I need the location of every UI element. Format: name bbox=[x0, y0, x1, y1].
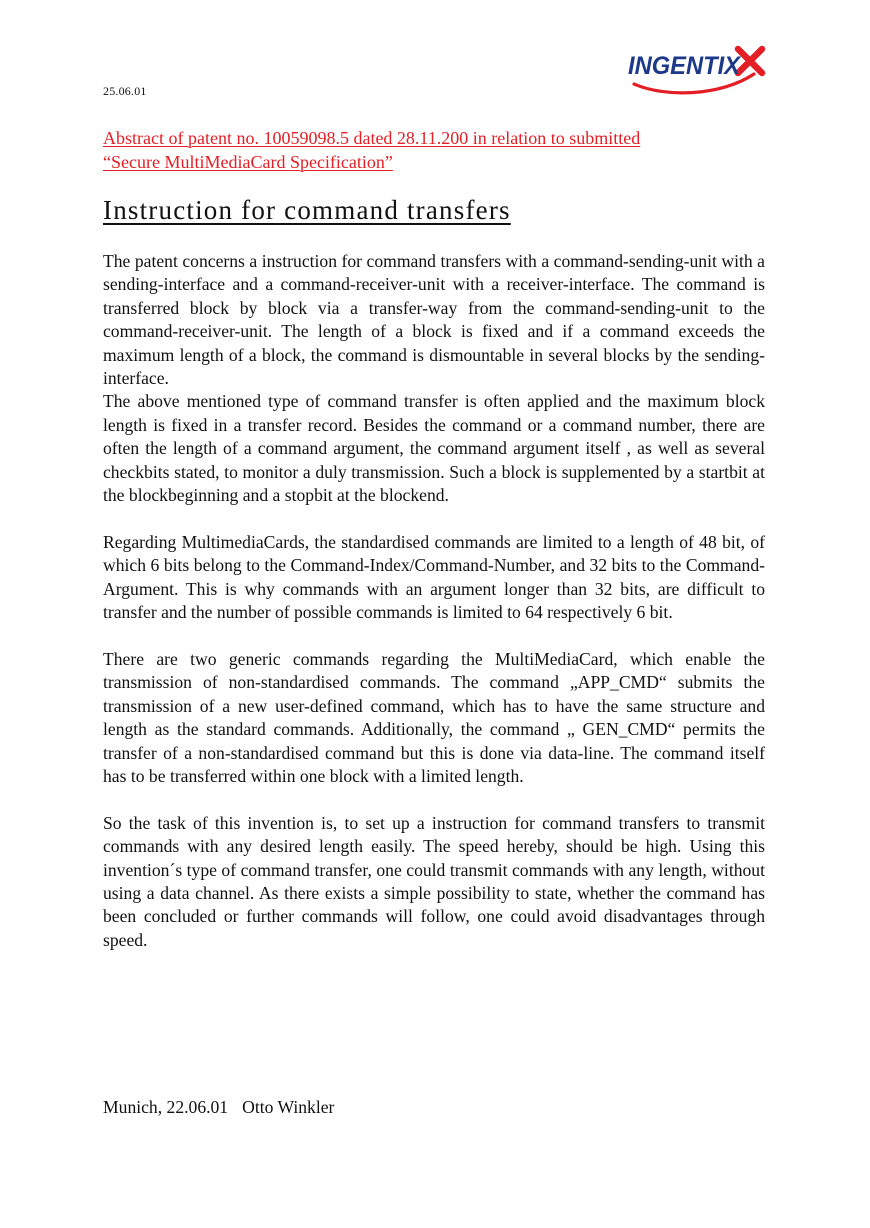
document-body bbox=[103, 250, 765, 952]
signature-name: Otto Winkler bbox=[242, 1097, 335, 1117]
paragraph-3: Regarding MultimediaCards, the standardised commands are limited to a length of 48 bit, of which 6 bits belong to the Command-Index/Command-Number, and 32 bits to the Command-Argument. This is why commands with an argument longer than 32 bits, are difficult to transfer and the number of possible commands is limited to 64 respectively 6 bit. bbox=[103, 531, 765, 623]
header-date: 25.06.01 bbox=[103, 84, 147, 98]
document-title: Instruction for command transfers bbox=[103, 195, 511, 225]
abstract-line-2: “Secure MultiMediaCard Specification” bbox=[103, 152, 393, 172]
signature-line bbox=[103, 1096, 334, 1119]
abstract-line-1: Abstract of patent no. 10059098.5 dated 28.11.200 in relation to submitted bbox=[103, 128, 641, 148]
paragraph-2: The above mentioned type of command transfer is often applied and the maximum block length is fixed in a transfer record. Besides the command or a command number, there are often the length of a command argument, the command argument itself , as well as several checkbits stated, to monitor a duly transmission. Such a block is supplemented by a startbit at the blockbeginning and a stopbit at the blockend. bbox=[103, 391, 765, 506]
paragraph-5: So the task of this invention is, to set up a instruction for command transfers to transmit commands with any desired length easily. The speed hereby, should be high. Using this invention´s type of command transfer, one could transmit commands with any length, without using a data channel. As there exists a simple possibility to state, whether the command has been concluded or further commands will follow, one could avoid disadvantages through speed. bbox=[103, 812, 765, 950]
abstract-reference bbox=[103, 126, 783, 174]
ingentix-logo bbox=[626, 44, 766, 98]
paragraph-1: The patent concerns a instruction for command transfers with a command-sending-unit with a sending-interface and a command-receiver-unit with a receiver-interface. The command is transferred block by block via a transfer-way from the command-sending-unit to the command-receiver-unit. The length of a block is fixed and if a command exceeds the maximum length of a block, the command is dismountable in several blocks by the sending-interface. bbox=[103, 251, 765, 389]
paragraph-4: There are two generic commands regarding the MultiMediaCard, which enable the transmission of non-standardised commands. The command „APP_CMD“ submits the transmission of a new user-defined command, which has to have the same structure and length as the standard commands. Additionally, the command „ GEN_CMD“ permits the transfer of a non-standardised command but this is done via data-line. The command itself has to be transferred within one block with a limited length. bbox=[103, 648, 765, 786]
signature-place-date: Munich, 22.06.01 bbox=[103, 1097, 229, 1117]
logo-x-accent bbox=[738, 49, 762, 73]
logo-graphic bbox=[626, 44, 766, 98]
logo-wordmark: INGENTIX bbox=[628, 52, 742, 80]
